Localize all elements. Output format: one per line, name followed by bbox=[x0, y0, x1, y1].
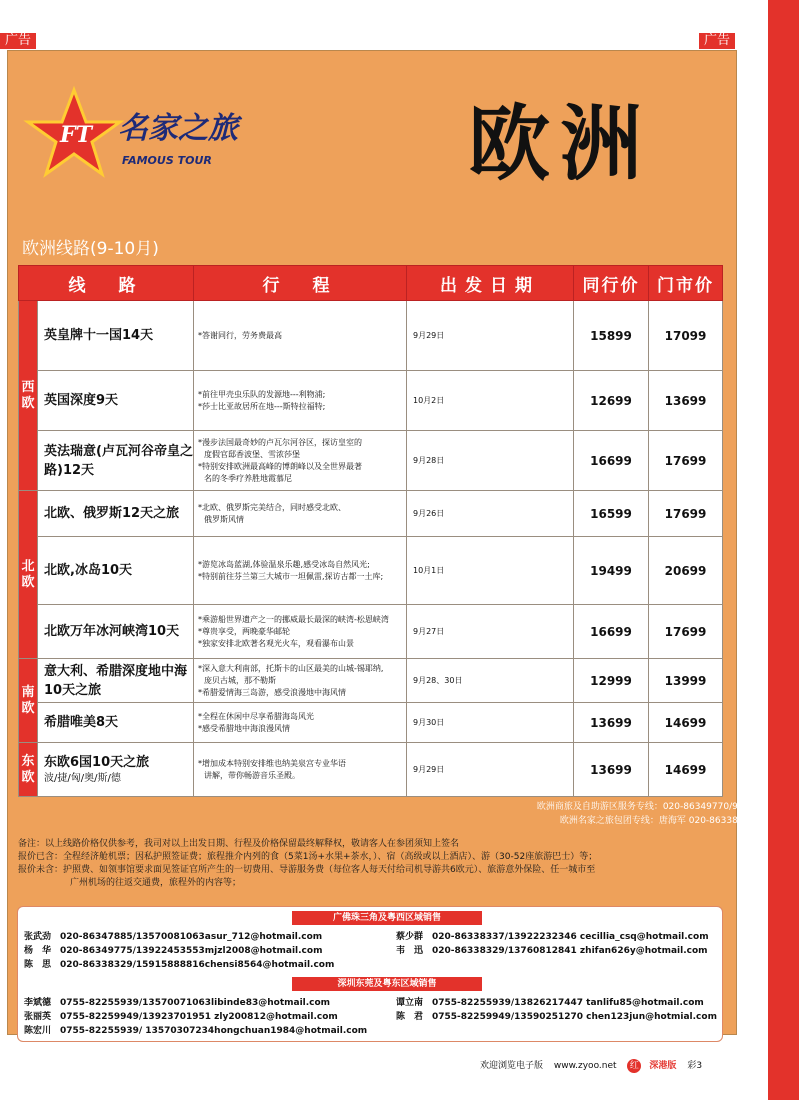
contact-name: 陈 思 bbox=[24, 960, 52, 970]
peer-price: 16699 bbox=[574, 431, 649, 491]
peer-price: 19499 bbox=[574, 537, 649, 605]
section-title: 欧洲线路(9-10月) bbox=[22, 239, 159, 259]
itinerary-line: *尊贵享受，两晚豪华邮轮 bbox=[198, 626, 290, 636]
contact-name: 张武劲 bbox=[24, 932, 52, 942]
region-cell: 北 欧 bbox=[19, 491, 38, 659]
route-countries: 波/捷/匈/奥/斯/德 bbox=[44, 773, 121, 784]
route-name-text: 希腊唯美8天 bbox=[44, 715, 119, 730]
table-row bbox=[19, 301, 723, 371]
departure-date: 9月28日 bbox=[407, 431, 574, 491]
gz-sales-title: 广佛珠三角及粤西区域销售 bbox=[292, 911, 482, 925]
retail-price: 17699 bbox=[649, 491, 723, 537]
peer-price: 13699 bbox=[574, 743, 649, 797]
ad-label-right: 广告 bbox=[699, 33, 735, 49]
header-itinerary: 行 程 bbox=[194, 266, 407, 301]
itinerary-cell bbox=[194, 491, 407, 537]
right-edge-bar bbox=[768, 0, 799, 1100]
contact-info: 0755-82259949/13923701951 zly200812@hotmail.com bbox=[60, 1012, 338, 1022]
contact-info: 020-86349775/13922453553mjzl2008@hotmail.com bbox=[60, 946, 323, 956]
red-badge-icon: 红 bbox=[627, 1059, 641, 1073]
footer-page: 彩3 bbox=[687, 1061, 703, 1071]
departure-date: 10月1日 bbox=[407, 537, 574, 605]
table-row bbox=[19, 537, 723, 605]
contact-name: 杨 华 bbox=[24, 946, 52, 956]
region-cell: 东 欧 bbox=[19, 743, 38, 797]
itinerary-line: *北欧、俄罗斯完美结合，同时感受北欧、 bbox=[198, 502, 346, 512]
itinerary-line: *独家安排北欧著名观光火车，观看瀑布山景 bbox=[198, 638, 354, 648]
itinerary-line: 俄罗斯风情 bbox=[204, 514, 244, 524]
table-row bbox=[19, 743, 723, 797]
contact-info: 020-86347885/13570081063asur_712@hotmail.com bbox=[60, 932, 323, 942]
itinerary-cell bbox=[194, 301, 407, 371]
contact-name: 蔡少群 bbox=[396, 932, 424, 942]
itinerary-line: *感受希腊地中海浪漫风情 bbox=[198, 723, 290, 733]
route-name-text: 东欧6国10天之旅 bbox=[44, 755, 150, 770]
table-row bbox=[19, 703, 723, 743]
hotline-line: 欧洲商旅及自助游区服务专线：020-86349770/9263 bbox=[536, 802, 755, 812]
contact-info: 020-86338337/13922232346 cecillia_csq@hotmail.com bbox=[432, 932, 709, 942]
peer-price: 15899 bbox=[574, 301, 649, 371]
itinerary-line: 名的冬季疗养胜地霞慕尼 bbox=[204, 473, 292, 483]
header-peer-price: 同行价 bbox=[574, 266, 649, 301]
table-row bbox=[19, 659, 723, 703]
footer-edition: 深港版 bbox=[649, 1061, 677, 1071]
retail-price: 13699 bbox=[649, 371, 723, 431]
svg-text:名家之旅: 名家之旅 bbox=[118, 111, 238, 146]
retail-price: 13999 bbox=[649, 659, 723, 703]
region-cell: 西 欧 bbox=[19, 301, 38, 491]
table-row bbox=[19, 431, 723, 491]
peer-price: 12999 bbox=[574, 659, 649, 703]
page-title: 欧洲 bbox=[468, 97, 653, 192]
itinerary-line: *答谢同行，劳务费最高 bbox=[198, 330, 282, 340]
contact-row bbox=[24, 943, 322, 956]
header-retail-price: 门市价 bbox=[649, 266, 723, 301]
contact-info: 0755-82259949/13590251270 chen123jun@hotmial.com bbox=[432, 1012, 717, 1022]
route-name bbox=[38, 605, 194, 659]
contact-row bbox=[24, 1023, 367, 1036]
itinerary-line: *深入意大利南部，托斯卡的山区最美的山城-锡耶纳, bbox=[198, 663, 384, 673]
hotline-box bbox=[537, 800, 755, 828]
contact-row bbox=[24, 957, 334, 970]
contact-info: 0755-82255939/13826217447 tanlifu85@hotmail.com bbox=[432, 998, 704, 1008]
retail-price: 20699 bbox=[649, 537, 723, 605]
peer-price: 12699 bbox=[574, 371, 649, 431]
header-route: 线 路 bbox=[19, 266, 194, 301]
route-name bbox=[38, 703, 194, 743]
contact-name: 李斌德 bbox=[24, 998, 52, 1008]
table-header-row bbox=[19, 266, 723, 301]
contact-row bbox=[396, 929, 709, 942]
itinerary-line: *乘游船世界遗产之一的挪威最长最深的峡湾-松恩峡湾 bbox=[198, 614, 389, 624]
itinerary-cell bbox=[194, 537, 407, 605]
route-name bbox=[38, 371, 194, 431]
route-name bbox=[38, 743, 194, 797]
itinerary-line: *特别安排欧洲最高峰的博朗峰以及全世界最著 bbox=[198, 461, 362, 471]
departure-date: 9月26日 bbox=[407, 491, 574, 537]
contact-name: 张丽英 bbox=[24, 1012, 52, 1022]
route-name-text: 英法瑞意(卢瓦河谷帝皇之路)12天 bbox=[44, 443, 193, 478]
footer-url[interactable]: www.zyoo.net bbox=[553, 1061, 617, 1071]
departure-date: 10月2日 bbox=[407, 371, 574, 431]
route-name-text: 英皇牌十一国14天 bbox=[44, 328, 154, 343]
itinerary-line: 度假官邸香波堡、雪浓莎堡 bbox=[204, 449, 300, 459]
route-name bbox=[38, 431, 194, 491]
route-name-text: 北欧万年冰河峡湾10天 bbox=[44, 624, 180, 639]
contact-name: 陈 君 bbox=[396, 1012, 424, 1022]
star-logo-icon bbox=[22, 82, 272, 182]
route-name-text: 英国深度9天 bbox=[44, 393, 119, 408]
retail-price: 17099 bbox=[649, 301, 723, 371]
route-name-text: 意大利、希腊深度地中海10天之旅 bbox=[44, 663, 188, 698]
departure-date: 9月29日 bbox=[407, 743, 574, 797]
itinerary-line: *漫步法国最奇妙的卢瓦尔河谷区，探访皇室的 bbox=[198, 437, 362, 447]
itinerary-line: *增加成本特别安排维也纳美泉宫专业华语 bbox=[198, 758, 346, 768]
route-name bbox=[38, 491, 194, 537]
contact-name: 韦 迅 bbox=[396, 946, 424, 956]
itinerary-cell bbox=[194, 703, 407, 743]
region-cell: 南 欧 bbox=[19, 659, 38, 743]
contact-row bbox=[396, 1009, 717, 1022]
page-footer bbox=[480, 1058, 710, 1073]
footer-text: 欢迎浏览电子版 bbox=[480, 1061, 544, 1071]
route-name-text: 北欧、俄罗斯12天之旅 bbox=[44, 506, 180, 521]
header-date: 出发日期 bbox=[407, 266, 574, 301]
svg-text:FT: FT bbox=[60, 122, 92, 148]
peer-price: 16599 bbox=[574, 491, 649, 537]
table-row bbox=[19, 491, 723, 537]
itinerary-line: *特别前往芬兰第三大城市一坦佩雷,探访古都一土库; bbox=[198, 571, 384, 581]
departure-date: 9月30日 bbox=[407, 703, 574, 743]
retail-price: 14699 bbox=[649, 743, 723, 797]
notes-block bbox=[18, 838, 730, 890]
peer-price: 16699 bbox=[574, 605, 649, 659]
itinerary-cell bbox=[194, 605, 407, 659]
departure-date: 9月29日 bbox=[407, 301, 574, 371]
contact-row bbox=[24, 929, 322, 942]
svg-text:FAMOUS TOUR: FAMOUS TOUR bbox=[122, 154, 212, 167]
peer-price: 13699 bbox=[574, 703, 649, 743]
contact-name: 陈宏川 bbox=[24, 1026, 52, 1036]
route-name bbox=[38, 301, 194, 371]
sz-sales-title: 深圳东莞及粤东区域销售 bbox=[292, 977, 482, 991]
route-name bbox=[38, 537, 194, 605]
table-row bbox=[19, 371, 723, 431]
contact-row bbox=[396, 995, 704, 1008]
contact-row bbox=[396, 943, 708, 956]
itinerary-line: 讲解，带你畅游音乐圣殿。 bbox=[204, 770, 300, 780]
table-row bbox=[19, 605, 723, 659]
itinerary-cell bbox=[194, 371, 407, 431]
contact-row bbox=[24, 1009, 338, 1022]
itinerary-line: 庞贝古城，那不勒斯 bbox=[204, 675, 276, 685]
note-excluded-cont: 广州机场的往返交通费，旅程外的内容等； bbox=[70, 878, 242, 888]
note-excluded: 报价未含：护照费、如领事馆要求面见签证官所产生的一切费用、导游服务费（每位客人每天付给司机导游共6欧元）、旅游意外保险、任一城市至 bbox=[18, 865, 596, 875]
brand-logo bbox=[22, 82, 272, 182]
hotline-line: 欧洲名家之旅包团专线：唐海军 020-86338324 bbox=[559, 816, 755, 826]
retail-price: 17699 bbox=[649, 431, 723, 491]
itinerary-line: *希腊爱情海三岛游，感受浪漫地中海风情 bbox=[198, 687, 346, 697]
contact-info: 0755-82255939/ 13570307234hongchuan1984@hotmail.com bbox=[60, 1026, 368, 1036]
note-remark: 备注：以上线路价格仅供参考，我司对以上出发日期、行程及价格保留最终解释权，敬请客人在参团须知上签名 bbox=[18, 839, 460, 849]
itinerary-cell bbox=[194, 743, 407, 797]
departure-date: 9月27日 bbox=[407, 605, 574, 659]
itinerary-line: *游览冰岛蓝湖,体验温泉乐趣,感受冰岛自然风光; bbox=[198, 559, 370, 569]
ad-label-left: 广告 bbox=[0, 33, 36, 49]
retail-price: 14699 bbox=[649, 703, 723, 743]
route-name-text: 北欧,冰岛10天 bbox=[44, 563, 133, 578]
contact-row bbox=[24, 995, 330, 1008]
route-table bbox=[18, 265, 723, 797]
retail-price: 17699 bbox=[649, 605, 723, 659]
itinerary-cell bbox=[194, 659, 407, 703]
itinerary-cell bbox=[194, 431, 407, 491]
route-name bbox=[38, 659, 194, 703]
contact-info: 0755-82255939/13570071063libinde83@hotmail.com bbox=[60, 998, 331, 1008]
contact-info: 020-86338329/13760812841 zhifan626y@hotmail.com bbox=[432, 946, 708, 956]
itinerary-line: *莎士比亚故居所在地---斯特拉福特; bbox=[198, 401, 326, 411]
sales-contacts bbox=[17, 906, 723, 1042]
contact-info: 020-86338329/15915888816chensi8564@hotmail.com bbox=[60, 960, 335, 970]
departure-date: 9月28、30日 bbox=[407, 659, 574, 703]
note-included: 报价已含：全程经济舱机票；因私护照签证费；旅程推介内列的食（5菜1汤+水果+茶水，）、宿（高级或以上酒店）、游（30-52座旅游巴士）等； bbox=[18, 852, 598, 862]
itinerary-line: *全程在休闲中尽享希腊海岛风光 bbox=[198, 711, 314, 721]
itinerary-line: *前往甲壳虫乐队的发源地---利物浦; bbox=[198, 389, 326, 399]
contact-name: 谭立南 bbox=[396, 998, 424, 1008]
